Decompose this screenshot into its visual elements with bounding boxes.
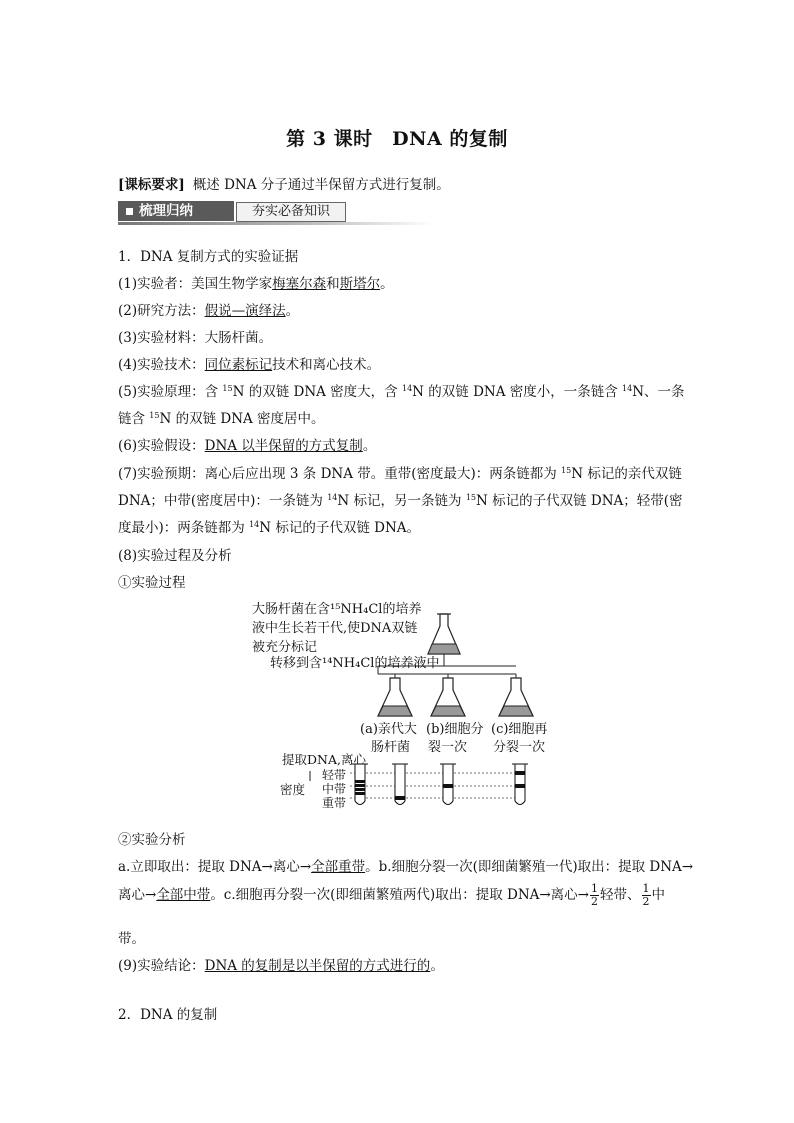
diagram-text-1: 大肠杆菌在含¹⁵NH₄Cl的培养 [252,602,422,617]
experiment-diagram [250,596,570,818]
page-title: 第 3 课时 DNA 的复制 [286,128,508,150]
requirement-text: 概述 DNA 分子通过半保留方式进行复制。 [192,177,450,193]
label-c-1: (c)细胞再 [491,722,548,737]
line-conclusion: (9)实验结论：DNA 的复制是以半保留的方式进行的。 [118,958,444,974]
flask-a-icon [378,678,412,716]
line-process-sub2: ②实验分析 [118,832,186,848]
line-hypothesis: (6)实验假设：DNA 以半保留的方式复制。 [118,438,377,454]
label-c-2: 分裂一次 [493,740,546,755]
band-guide-lines [350,773,525,798]
label-a-1: (a)亲代大 [360,722,417,737]
line-analysis-3: 带。 [118,931,145,947]
diagram-text-2: 液中生长若干代,使DNA双链 [252,621,418,636]
fraction-half-2: $\frac{1}{2}$ [642,882,650,908]
label-a-2: 肠杆菌 [371,740,411,755]
middle-band-label: 中带 [322,782,347,796]
tube-b-icon [440,764,456,805]
line-analysis-1: a.立即取出：提取 DNA→离心→全部重带。b.细胞分裂一次(即细菌繁殖一代)取出：提取 DNA→ [118,859,694,875]
section-banner [118,201,434,225]
square-icon [126,208,133,215]
tube-a-icon [392,764,408,805]
line-prediction-3: 度最小)：两条链都为 $^{14}$N 标记的子代双链 DNA。 [118,520,421,536]
diagram-transfer-text: 转移到含¹⁴NH₄Cl的培养液中 [270,656,440,671]
line-technique: (4)实验技术：同位素标记技术和离心技术。 [118,357,381,373]
flask-c-icon [499,678,533,716]
tube-c-icon [512,764,528,805]
tube-heavy-icon [352,764,368,805]
banner-dark-label: 梳理归纳 [139,203,193,219]
line-method: (2)研究方法：假说—演绎法。 [118,303,300,319]
label-b-1: (b)细胞分 [426,722,484,737]
line-process-sub1: ①实验过程 [118,575,186,591]
banner-light-label: 夯实必备知识 [236,202,346,222]
density-label: 密度 [280,782,306,797]
line-analysis-2: 离心→全部中带。c.细胞再分裂一次(即细菌繁殖两代)取出：提取 DNA→离心→ $\frac{1}{2}$ 轻带、 $\frac{1}{2}$ 中 [118,882,665,908]
banner-underline [118,222,434,225]
line-prediction-1: (7)实验预期：离心后应出现 3 条 DNA 带。重带(密度最大)：两条链都为 $^{15}$N 标记的亲代双链 [118,466,682,482]
line-principle-2: 链含 $^{15}$N 的双链 DNA 密度居中。 [118,411,325,427]
requirement-label: [课标要求] [118,177,185,193]
heavy-band-label: 重带 [322,796,347,810]
light-band-label: 轻带 [322,768,347,782]
extract-label: 提取DNA,离心 [282,752,366,767]
curriculum-requirement [118,173,450,193]
flask-b-icon [431,678,465,716]
section1-heading: 1．DNA 复制方式的实验证据 [118,249,299,265]
line-prediction-2: DNA；中带(密度居中)：一条链为 $^{14}$N 标记，另一条链为 $^{15}$N 标记的子代双链 DNA；轻带(密 [118,493,683,509]
section2-heading: 2．DNA 的复制 [118,1007,218,1023]
banner-dark-tab [118,201,234,221]
line-material: (3)实验材料：大肠杆菌。 [118,330,273,346]
line-experimenters: (1)实验者：美国生物学家梅塞尔森和斯塔尔。 [118,276,394,292]
label-b-2: 裂一次 [428,740,468,755]
diagram-text-3: 被充分标记 [252,640,318,655]
line-principle-1: (5)实验原理：含 $^{15}$N 的双链 DNA 密度大，含 $^{14}$N 的双链 DNA 密度小，一条链含 $^{14}$N、一条 [118,384,685,400]
line-process-heading: (8)实验过程及分析 [118,548,232,564]
fraction-half-1: $\frac{1}{2}$ [591,882,598,908]
parent-flask-icon [428,614,460,654]
